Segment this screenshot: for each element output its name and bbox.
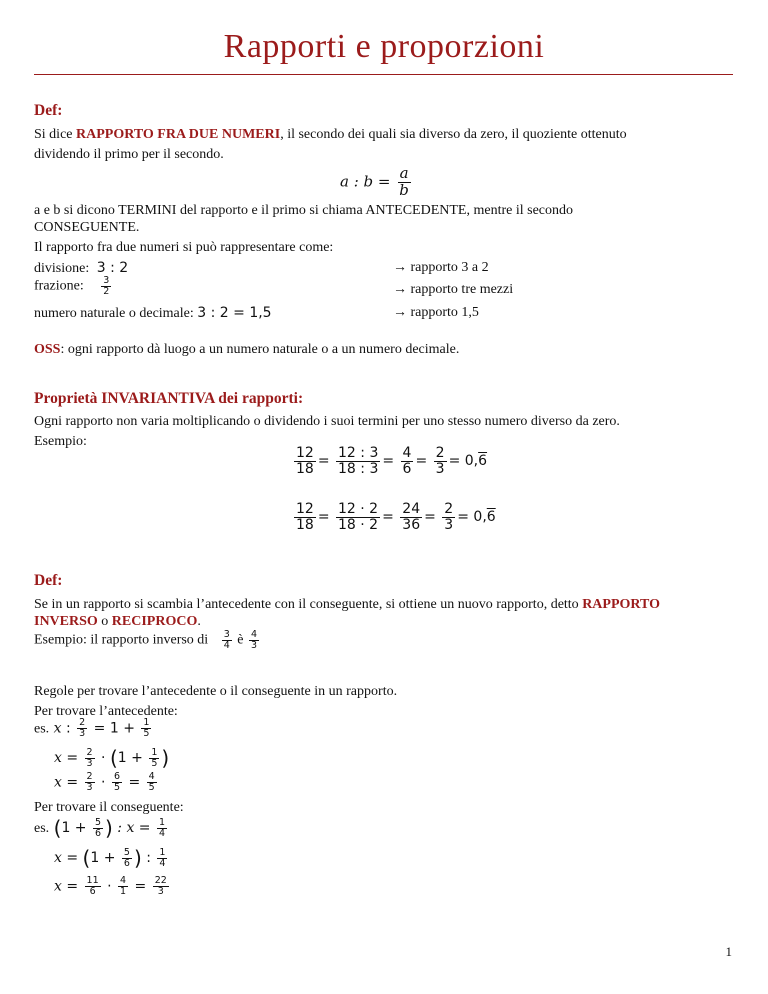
cons-line-2: x = (1 + $\frac{5}{6}$ ) : $\frac{1}{4}$ bbox=[54, 846, 166, 870]
repr-row-fraction-desc: → rapporto tre mezzi bbox=[393, 282, 514, 297]
arrow-icon: → bbox=[393, 305, 407, 320]
def2-heading: Def: bbox=[34, 572, 63, 589]
def1-terms-line1: a e b si dicono TERMINI del rapporto e il primo si chiama ANTECEDENTE, mentre il secondo bbox=[34, 203, 574, 218]
repr-row-division-desc: → rapporto 3 a 2 bbox=[393, 260, 489, 275]
def2-line2: INVERSO o RECIPROCO. bbox=[34, 614, 201, 629]
invariant-equation-2: $\frac{12}{18}$ = $\frac{12 \cdot 2}{18 \cdot 2}$ = $\frac{24}{36}$ = $\frac{2}{3}$ = 0,6 bbox=[296, 501, 496, 533]
cons-title: Per trovare il conseguente: bbox=[34, 800, 184, 815]
ante-title: Per trovare l’antecedente: bbox=[34, 704, 178, 719]
rules-intro: Regole per trovare l’antecedente o il conseguente in un rapporto. bbox=[34, 684, 398, 699]
def1-formula: a : b = $\frac{a}{b}$ bbox=[340, 164, 409, 199]
title-divider bbox=[34, 74, 733, 75]
ante-line-3: x = $\frac{2}{3}$ · $\frac{6}{5}$ = $\frac{4}{5}$ bbox=[54, 771, 155, 793]
arrow-icon: → bbox=[393, 260, 407, 275]
page-number: 1 bbox=[725, 944, 732, 959]
invariant-equation-1: $\frac{12}{18}$ = $\frac{12 : 3}{18 : 3}$ = $\frac{4}{6}$ = $\frac{2}{3}$ = 0,6 bbox=[296, 445, 488, 477]
invariant-text: Ogni rapporto non varia moltiplicando o dividendo i suoi termini per uno stesso numero diverso da zero. bbox=[34, 414, 620, 429]
repr-row-division: divisione: 3 : 2 bbox=[34, 260, 129, 276]
def1-line2: dividendo il primo per il secondo. bbox=[34, 147, 224, 162]
cons-line-1: es. (1 + $\frac{5}{6}$ ) : x = $\frac{1}{4}$ bbox=[34, 816, 166, 840]
def2-example: Esempio: il rapporto inverso di $\frac{3}{4}$ è $\frac{4}{3}$ bbox=[34, 629, 258, 651]
def1-paragraph: Si dice RAPPORTO FRA DUE NUMERI, il secondo dei quali sia diverso da zero, il quoziente ottenuto bbox=[34, 127, 627, 142]
repr-row-decimal-desc: → rapporto 1,5 bbox=[393, 305, 479, 320]
cons-line-3: x = $\frac{11}{6}$ · $\frac{4}{1}$ = $\frac{22}{3}$ bbox=[54, 875, 167, 897]
periodic-digit: 6 bbox=[486, 509, 496, 526]
def1-highlight: RAPPORTO FRA DUE NUMERI bbox=[76, 127, 281, 142]
invariant-heading: Proprietà INVARIANTIVA dei rapporti: bbox=[34, 390, 304, 407]
repr-row-fraction: frazione: $\frac{3}{2}$ bbox=[34, 275, 110, 297]
formula-fraction: $\frac{a}{b}$ bbox=[399, 164, 409, 199]
page-title: Rapporti e proporzioni bbox=[223, 28, 545, 65]
arrow-icon: → bbox=[393, 282, 407, 297]
oss-note: OSS: ogni rapporto dà luogo a un numero naturale o a un numero decimale. bbox=[34, 342, 460, 357]
def1-heading: Def: bbox=[34, 102, 63, 119]
def1-terms-line2: CONSEGUENTE. bbox=[34, 220, 140, 235]
ante-line-2: x = $\frac{2}{3}$ · (1 + $\frac{1}{5}$ ) bbox=[54, 746, 170, 770]
repr-row-decimal: numero naturale o decimale: 3 : 2 = 1,5 bbox=[34, 305, 272, 321]
ante-line-1: es. x : $\frac{2}{3}$ = 1 + $\frac{1}{5}$ bbox=[34, 717, 150, 739]
periodic-digit: 6 bbox=[478, 453, 488, 470]
repr-intro: Il rapporto fra due numeri si può rappresentare come: bbox=[34, 240, 334, 255]
invariant-example-label: Esempio: bbox=[34, 434, 87, 449]
def2-line1: Se in un rapporto si scambia l’antecedente con il conseguente, si ottiene un nuovo rapporto, detto RAPPORTO bbox=[34, 597, 660, 612]
